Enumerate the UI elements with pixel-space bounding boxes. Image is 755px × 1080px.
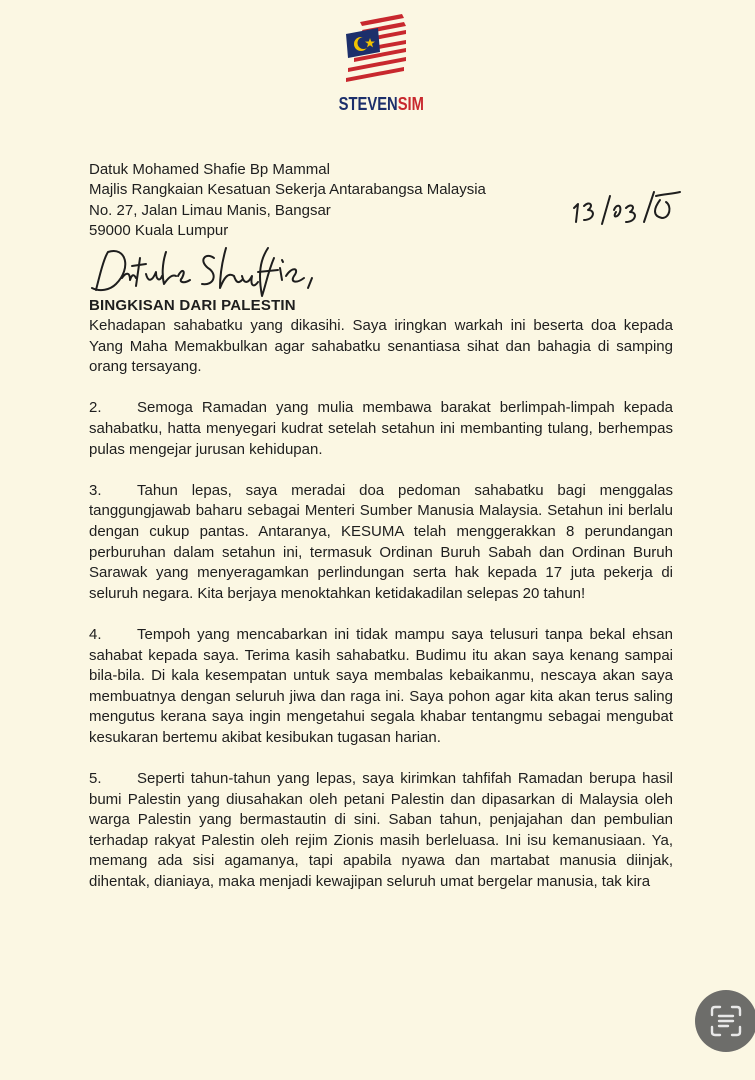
- paragraph-4: [89, 625, 673, 749]
- brand-first: STEVEN: [338, 94, 398, 114]
- recipient-line-1: Datuk Mohamed Shafie Bp Mammal: [89, 161, 330, 178]
- recipient-line-3: No. 27, Jalan Limau Manis, Bangsar: [89, 201, 331, 219]
- paragraph-2: [89, 398, 673, 460]
- flag-emblem-icon: [344, 12, 408, 84]
- paragraph-4-number: 4.: [89, 625, 102, 643]
- text-scan-icon: [709, 1004, 743, 1038]
- brand-wordmark: [338, 94, 424, 115]
- handwritten-date: [568, 182, 686, 232]
- recipient-line-4: 59000 Kuala Lumpur: [89, 221, 229, 239]
- paragraph-1: [89, 316, 673, 378]
- paragraph-3-number: 3.: [89, 481, 102, 499]
- letter-subject: BINGKISAN DARI PALESTIN: [89, 297, 296, 314]
- paragraph-4-text: Tempoh yang mencabarkan ini tidak mampu saya telusuri tanpa bekal ehsan sahabat kepada saya. Terima kasih sahabatku. Budimu itu akan saya kenang sampai bila-bila. Di kala kesempatan untuk saya membalas kebaikanmu, nescaya akan saya membuatnya dengan seluruh jiwa dan raga ini. Saya pohon agar kita akan terus saling mengutus kerana saya ingin mengetahui segala khabar tentangmu sebagai mengubat kesukaran bertemu akibat kesibukan tugasan harian.: [89, 625, 673, 746]
- recipient-line-2: Majlis Rangkaian Kesatuan Sekerja Antarabangsa Malaysia: [89, 181, 486, 199]
- paragraph-3-text: Tahun lepas, saya meradai doa pedoman sahabatku bagi menggalas tanggungjawab baharu sebagai Menteri Sumber Manusia Malaysia. Setahun ini berlalu dengan cukup pantas. Antaranya, KESUMA telah menggerakkan 8 perundangan perburuhan dalam setahun ini, termasuk Ordinan Buruh Sabah dan Ordinan Buruh Sarawak yang menyeragamkan perlindungan serta hak kepada 17 juta pekerja di seluruh negara. Kita berjaya menoktahkan ketidakadilan selepas 20 tahun!: [89, 481, 673, 602]
- paragraph-1-text: Kehadapan sahabatku yang dikasihi. Saya iringkan warkah ini beserta doa kepada Yang Maha Memakbulkan agar sahabatku senantiasa sihat dan bahagia di samping orang tersayang.: [89, 317, 673, 376]
- recipient-address: [89, 160, 486, 241]
- brand-second: SIM: [397, 94, 424, 114]
- handwritten-salutation: [86, 238, 326, 300]
- letter-body: [89, 316, 673, 913]
- paragraph-2-number: 2.: [89, 399, 102, 417]
- paragraph-5: [89, 769, 673, 893]
- paragraph-3: [89, 481, 673, 605]
- text-scan-button[interactable]: [695, 990, 755, 1052]
- paragraph-5-number: 5.: [89, 770, 102, 788]
- letterhead-logo: [330, 12, 426, 112]
- paragraph-2-text: Semoga Ramadan yang mulia membawa barakat berlimpah-limpah kepada sahabatku, hatta menyegari kudrat setelah setahun ini membanting tulang, berhempas pulas mengejar jurusan kehidupan.: [89, 399, 673, 458]
- paragraph-5-text: Seperti tahun-tahun yang lepas, saya kirimkan tahfifah Ramadan berupa hasil bumi Palestin yang diusahakan oleh petani Palestin dan dipasarkan di Malaysia oleh warga Palestin yang bermastautin di sini. Saban tahun, penjajahan dan pembulian terhadap rakyat Palestin oleh rejim Zionis masih berleluasa. Ini isu kemanusiaan. Ya, memang ada sisi agamanya, tapi apabila nyawa dan martabat manusia diinjak, dihentak, dianiaya, maka menjadi kewajipan seluruh umat bergelar manusia, tak kira: [89, 770, 673, 891]
